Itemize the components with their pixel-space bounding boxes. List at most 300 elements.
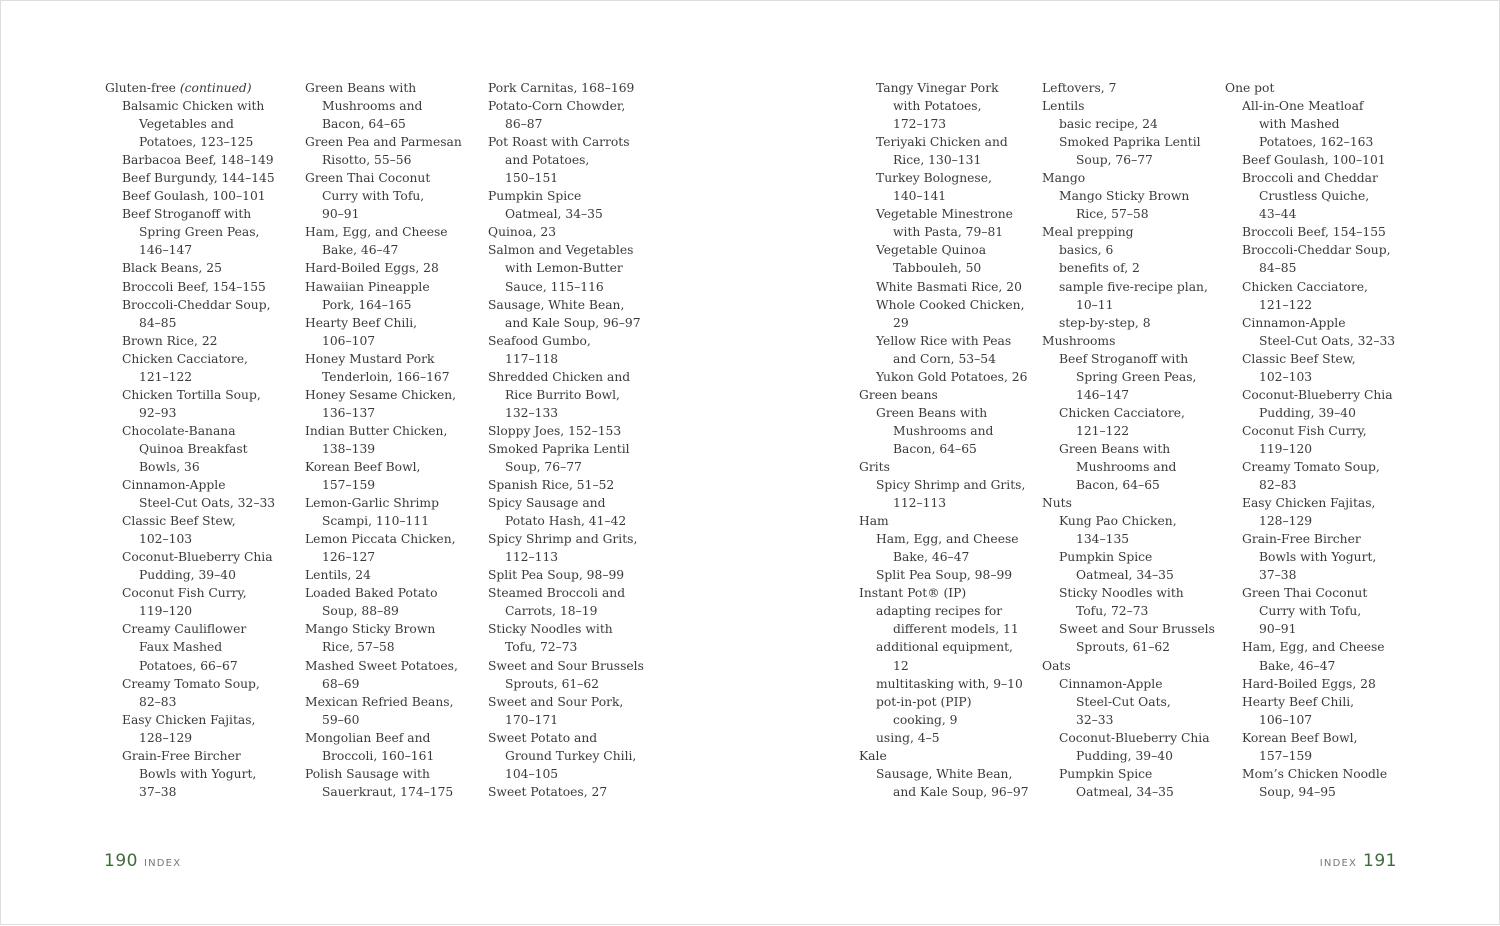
index-entry [1042, 675, 1215, 693]
index-text: Chicken Tortilla Soup, [122, 387, 261, 402]
continued-note: (continued) [179, 81, 252, 95]
index-entry [471, 133, 644, 151]
index-text: Mushrooms and [893, 423, 994, 438]
index-text: Sweet Potatoes, 27 [488, 784, 608, 799]
index-entry-continuation [105, 657, 275, 675]
index-entry [1042, 241, 1215, 259]
index-text: Bake, 46–47 [893, 550, 970, 565]
index-text: Split Pea Soup, 98–99 [876, 568, 1013, 583]
index-entry [105, 278, 275, 296]
index-entry [288, 169, 462, 187]
index-text: sample five-recipe plan, [1059, 279, 1208, 294]
index-entry-continuation [288, 711, 462, 729]
index-text: Honey Sesame Chicken, [305, 387, 457, 402]
index-entry [859, 530, 1029, 548]
index-entry [859, 765, 1029, 783]
index-entry-continuation [1042, 296, 1215, 314]
index-entry-continuation [1042, 783, 1215, 801]
index-text: 121–122 [1076, 423, 1130, 438]
index-text: Mango [1042, 171, 1086, 186]
index-text: 106–107 [1259, 712, 1313, 727]
index-text: Turkey Bolognese, [876, 171, 992, 186]
index-entry-continuation [471, 602, 644, 620]
index-text: 136–137 [322, 405, 376, 420]
index-entry [105, 296, 275, 314]
index-text: Black Beans, 25 [122, 261, 222, 276]
index-text: additional equipment, [876, 640, 1013, 655]
index-text: 92–93 [139, 405, 177, 420]
index-heading [105, 79, 275, 97]
index-text: Spicy Shrimp and Grits, [876, 478, 1026, 493]
index-entry [471, 223, 644, 241]
index-text: Oatmeal, 34–35 [1076, 568, 1174, 583]
index-text: with Potatoes, [893, 99, 982, 114]
index-entry-continuation [471, 512, 644, 530]
index-entry-continuation [105, 133, 275, 151]
index-text: Oats [1042, 658, 1071, 673]
index-entry [1042, 729, 1215, 747]
index-entry [471, 566, 644, 584]
index-text: 37–38 [139, 784, 177, 799]
index-entry [288, 259, 462, 277]
index-entry [471, 657, 644, 675]
index-entry [859, 404, 1029, 422]
index-entry-continuation [1225, 296, 1395, 314]
index-entry-continuation [859, 151, 1029, 169]
index-text: Sauce, 115–116 [505, 279, 604, 294]
index-entry-continuation [1225, 133, 1395, 151]
index-entry-continuation [471, 404, 644, 422]
index-text: Brown Rice, 22 [122, 333, 218, 348]
index-entry [1225, 223, 1395, 241]
index-entry [105, 259, 275, 277]
index-text: Kale [859, 748, 887, 763]
index-entry [859, 602, 1029, 620]
index-text: Mom’s Chicken Noodle [1242, 766, 1388, 781]
index-text: 68–69 [322, 676, 360, 691]
index-entry-continuation [1042, 566, 1215, 584]
index-entry-continuation [859, 620, 1029, 638]
index-entry-continuation [859, 440, 1029, 458]
index-text: Indian Butter Chicken, [305, 423, 448, 438]
index-entry-continuation [471, 638, 644, 656]
page-footer [1320, 851, 1397, 871]
index-entry [859, 368, 1029, 386]
index-text: Kung Pao Chicken, [1059, 514, 1177, 529]
index-text: Potatoes, 66–67 [139, 658, 238, 673]
index-text: 86–87 [505, 117, 543, 132]
index-text: Steel-Cut Oats, [1076, 694, 1171, 709]
index-entry [105, 422, 275, 440]
index-text: Ham [859, 514, 889, 529]
index-entry [105, 187, 275, 205]
index-text: Mango Sticky Brown [305, 622, 436, 637]
index-text: Chicken Cacciatore, [1059, 405, 1185, 420]
index-entry [1225, 350, 1395, 368]
index-text: Sprouts, 61–62 [505, 676, 600, 691]
index-heading [859, 512, 1029, 530]
index-text: 90–91 [322, 207, 360, 222]
index-entry [1042, 620, 1215, 638]
index-entry-continuation [859, 314, 1029, 332]
index-entry-continuation [105, 602, 275, 620]
index-text: Hearty Beef Chili, [305, 315, 418, 330]
index-text: Green Thai Coconut [305, 171, 431, 186]
index-entry [1225, 241, 1395, 259]
index-text: 104–105 [505, 766, 559, 781]
index-text: Sausage, White Bean, [876, 766, 1013, 781]
index-text: Spring Green Peas, [139, 225, 260, 240]
index-text: Grain-Free Bircher [122, 748, 241, 763]
index-text: Risotto, 55–56 [322, 153, 412, 168]
index-text: Bowls, 36 [139, 459, 200, 474]
index-text: Sweet and Sour Brussels [1059, 622, 1215, 637]
index-text: Mashed Sweet Potatoes, [305, 658, 458, 673]
index-text: 112–113 [893, 496, 947, 511]
index-text: Broccoli and Cheddar [1242, 171, 1378, 186]
index-text: Sweet and Sour Brussels [488, 658, 644, 673]
index-text: Rice, 57–58 [1076, 207, 1149, 222]
index-entry [105, 169, 275, 187]
index-entry [859, 79, 1029, 97]
index-text: Chicken Cacciatore, [122, 351, 248, 366]
index-text: 112–113 [505, 550, 559, 565]
index-text: Whole Cooked Chicken, [876, 297, 1025, 312]
index-entry-continuation [288, 404, 462, 422]
index-entry [105, 747, 275, 765]
index-text: Grits [859, 459, 890, 474]
index-text: Salmon and Vegetables [488, 243, 634, 258]
index-text: Quinoa, 23 [488, 225, 557, 240]
index-heading [1042, 223, 1215, 241]
index-text: Seafood Gumbo, [488, 333, 591, 348]
page-footer [104, 851, 181, 871]
index-entry [105, 711, 275, 729]
index-text: Tofu, 72–73 [505, 640, 578, 655]
index-entry-continuation [105, 729, 275, 747]
index-text: Rice, 57–58 [322, 640, 395, 655]
index-text: Potatoes, 123–125 [139, 135, 254, 150]
index-text: Potatoes, 162–163 [1259, 135, 1374, 150]
index-entry-continuation [1042, 476, 1215, 494]
index-text: Oatmeal, 34–35 [505, 207, 603, 222]
index-text: Classic Beef Stew, [122, 514, 236, 529]
index-entry-continuation [471, 314, 644, 332]
index-entry [859, 296, 1029, 314]
index-text: 119–120 [1259, 441, 1313, 456]
index-text: 102–103 [139, 532, 193, 547]
index-entry-continuation [1225, 548, 1395, 566]
index-text: Creamy Tomato Soup, [122, 676, 260, 691]
index-entry-continuation [1042, 530, 1215, 548]
index-entry-continuation [105, 241, 275, 259]
index-entry [859, 675, 1029, 693]
index-entry [1225, 584, 1395, 602]
index-entry [288, 422, 462, 440]
index-text: Nuts [1042, 496, 1072, 511]
index-entry-continuation [1225, 187, 1395, 205]
index-entry [471, 440, 644, 458]
index-text: Honey Mustard Pork [305, 351, 435, 366]
index-text: 106–107 [322, 333, 376, 348]
index-entry [859, 729, 1029, 747]
index-entry-continuation [105, 530, 275, 548]
index-entry [288, 494, 462, 512]
index-entry [471, 729, 644, 747]
index-entry [859, 693, 1029, 711]
index-entry [105, 476, 275, 494]
index-entry [471, 97, 644, 115]
index-entry [1042, 548, 1215, 566]
index-text: 157–159 [1259, 748, 1313, 763]
index-entry-continuation [1042, 368, 1215, 386]
index-entry [859, 278, 1029, 296]
index-entry [288, 530, 462, 548]
index-text: using, 4–5 [876, 730, 940, 745]
index-text: Bake, 46–47 [322, 243, 399, 258]
index-text: Classic Beef Stew, [1242, 351, 1356, 366]
index-entry-continuation [859, 350, 1029, 368]
index-text: Broccoli-Cheddar Soup, [122, 297, 271, 312]
index-heading [859, 584, 1029, 602]
index-column [288, 79, 462, 801]
index-text: Beef Stroganoff with [122, 207, 252, 222]
index-text: Sloppy Joes, 152–153 [488, 423, 622, 438]
index-text: cooking, 9 [893, 712, 958, 727]
index-entry-continuation [288, 476, 462, 494]
index-text: 12 [893, 658, 909, 673]
index-entry [471, 187, 644, 205]
index-text: basics, 6 [1059, 243, 1114, 258]
index-text: Hard-Boiled Eggs, 28 [1242, 676, 1376, 691]
index-entry-continuation [105, 115, 275, 133]
index-entry [1225, 675, 1395, 693]
index-text: Beef Goulash, 100–101 [1242, 153, 1386, 168]
index-text: Ground Turkey Chili, [505, 748, 637, 763]
index-text: White Basmati Rice, 20 [876, 279, 1022, 294]
index-entry-continuation [105, 566, 275, 584]
index-entry-continuation [1225, 657, 1395, 675]
index-entry [859, 205, 1029, 223]
index-heading [1042, 657, 1215, 675]
index-entry-continuation [1042, 602, 1215, 620]
index-text: Coconut Fish Curry, [1242, 423, 1367, 438]
index-entry-continuation [859, 223, 1029, 241]
index-entry [1225, 729, 1395, 747]
index-text: Bowls with Yogurt, [139, 766, 257, 781]
index-entry [1225, 765, 1395, 783]
index-entry [471, 476, 644, 494]
index-entry [288, 133, 462, 151]
index-entry-continuation [288, 151, 462, 169]
index-text: 170–171 [505, 712, 559, 727]
index-text: 134–135 [1076, 532, 1130, 547]
index-text: Pumpkin Spice [488, 189, 582, 204]
index-entry-continuation [859, 657, 1029, 675]
index-entry [105, 620, 275, 638]
index-text: 43–44 [1259, 207, 1297, 222]
index-text: Korean Beef Bowl, [1242, 730, 1358, 745]
index-text: Green Beans with [1059, 441, 1171, 456]
index-text: Hard-Boiled Eggs, 28 [305, 261, 439, 276]
index-column [471, 79, 644, 801]
section-label: INDEX [1319, 858, 1358, 869]
index-entry-continuation [288, 332, 462, 350]
index-text: Pork Carnitas, 168–169 [488, 81, 635, 95]
index-text: Coconut-Blueberry Chia [1059, 730, 1210, 745]
index-text: Pumpkin Spice [1059, 766, 1153, 781]
index-entry-continuation [1225, 711, 1395, 729]
index-entry [1225, 169, 1395, 187]
index-entry-continuation [859, 187, 1029, 205]
index-text: 102–103 [1259, 369, 1313, 384]
index-text: 146–147 [1076, 387, 1130, 402]
index-text: Tenderloin, 166–167 [322, 369, 450, 384]
index-entry-continuation [1225, 602, 1395, 620]
index-text: Mango Sticky Brown [1059, 189, 1190, 204]
index-entry [1225, 422, 1395, 440]
index-text: Pumpkin Spice [1059, 550, 1153, 565]
index-text: Pudding, 39–40 [139, 568, 236, 583]
index-text: 157–159 [322, 478, 376, 493]
index-text: Steamed Broccoli and [488, 586, 626, 601]
index-text: Barbacoa Beef, 148–149 [122, 153, 274, 168]
index-text: Vegetable Quinoa [876, 243, 987, 258]
index-entry [1225, 151, 1395, 169]
index-entry [105, 151, 275, 169]
index-text: basic recipe, 24 [1059, 117, 1158, 132]
index-entry-continuation [859, 422, 1029, 440]
index-text: 82–83 [139, 694, 177, 709]
index-entry-continuation [1042, 458, 1215, 476]
index-column [1042, 79, 1215, 801]
index-entry [1225, 530, 1395, 548]
index-text: Soup, 94–95 [1259, 784, 1336, 799]
index-entry [1042, 584, 1215, 602]
index-entry [288, 278, 462, 296]
index-entry-continuation [105, 368, 275, 386]
index-entry [1225, 693, 1395, 711]
index-entry-continuation [471, 765, 644, 783]
index-text: different models, 11 [893, 622, 1019, 637]
index-text: Spring Green Peas, [1076, 369, 1197, 384]
index-entry [105, 97, 275, 115]
index-text: Yellow Rice with Peas [876, 333, 1012, 348]
index-text: Crustless Quiche, [1259, 189, 1370, 204]
index-text: Meal prepping [1042, 225, 1134, 240]
index-text: Cinnamon-Apple [1242, 315, 1346, 330]
index-text: 84–85 [139, 315, 177, 330]
index-entry [859, 332, 1029, 350]
index-entry [471, 620, 644, 638]
index-entry-continuation [105, 693, 275, 711]
index-text: Curry with Tofu, [1259, 604, 1362, 619]
index-text: Balsamic Chicken with [122, 99, 265, 114]
index-text: Polish Sausage with [305, 766, 430, 781]
index-entry-continuation [1225, 620, 1395, 638]
index-text: with Lemon-Butter [505, 261, 623, 276]
index-entry-continuation [1042, 693, 1215, 711]
index-text: 59–60 [322, 712, 360, 727]
index-text: Korean Beef Bowl, [305, 459, 421, 474]
index-entry-continuation [471, 115, 644, 133]
index-text: Bacon, 64–65 [322, 117, 406, 132]
index-entry-continuation [859, 115, 1029, 133]
index-text: 150–151 [505, 171, 559, 186]
index-entry-continuation [288, 241, 462, 259]
index-text: Steel-Cut Oats, 32–33 [139, 496, 276, 511]
index-text: Broccoli Beef, 154–155 [1242, 225, 1386, 240]
index-entry-continuation [1042, 422, 1215, 440]
index-text: Hawaiian Pineapple [305, 279, 430, 294]
index-text: Green beans [859, 387, 938, 402]
index-text: multitasking with, 9–10 [876, 676, 1023, 691]
index-text: One pot [1225, 81, 1275, 95]
index-entry [288, 765, 462, 783]
index-entry [1042, 133, 1215, 151]
index-text: benefits of, 2 [1059, 261, 1140, 276]
index-text: Chocolate-Banana [122, 423, 236, 438]
index-text: with Pasta, 79–81 [893, 225, 1004, 240]
index-text: 117–118 [505, 351, 559, 366]
index-text: 132–133 [505, 405, 559, 420]
index-text: Bowls with Yogurt, [1259, 550, 1377, 565]
index-entry-continuation [288, 440, 462, 458]
index-entry [105, 386, 275, 404]
index-entry-continuation [105, 440, 275, 458]
index-heading [859, 747, 1029, 765]
index-entry-continuation [471, 386, 644, 404]
index-entry-continuation [471, 278, 644, 296]
index-text: Split Pea Soup, 98–99 [488, 568, 625, 583]
index-entry-continuation [288, 512, 462, 530]
index-entry-continuation [105, 314, 275, 332]
index-entry-continuation [1225, 476, 1395, 494]
index-text: Lemon-Garlic Shrimp [305, 496, 439, 511]
index-entry-continuation [471, 747, 644, 765]
index-text: Hearty Beef Chili, [1242, 694, 1355, 709]
index-text: adapting recipes for [876, 604, 1003, 619]
index-entry-continuation [859, 783, 1029, 801]
index-entry-continuation [859, 711, 1029, 729]
index-text: Beef Burgundy, 144–145 [122, 171, 275, 186]
index-text: Soup, 76–77 [505, 459, 582, 474]
index-text: Spicy Sausage and [488, 496, 606, 511]
index-entry-continuation [471, 151, 644, 169]
index-entry [859, 241, 1029, 259]
index-text: Coconut-Blueberry Chia [122, 550, 273, 565]
index-text: 121–122 [139, 369, 193, 384]
index-text: and Kale Soup, 96–97 [505, 315, 641, 330]
index-entry-continuation [105, 223, 275, 241]
index-entry [1225, 494, 1395, 512]
index-text: Tangy Vinegar Pork [876, 81, 999, 95]
index-text: Vegetable Minestrone [876, 207, 1013, 222]
index-entry [105, 675, 275, 693]
index-entry-continuation [1225, 332, 1395, 350]
index-text: Spicy Shrimp and Grits, [488, 532, 638, 547]
index-entry [288, 458, 462, 476]
index-text: Faux Mashed [139, 640, 223, 655]
index-entry-continuation [105, 494, 275, 512]
index-text: Rice Burrito Bowl, [505, 387, 620, 402]
index-text: Soup, 88–89 [322, 604, 399, 619]
index-entry [859, 476, 1029, 494]
index-text: Broccoli, 160–161 [322, 748, 435, 763]
index-text: Broccoli Beef, 154–155 [122, 279, 266, 294]
index-entry-continuation [1225, 566, 1395, 584]
page-number: 190 [104, 851, 138, 871]
